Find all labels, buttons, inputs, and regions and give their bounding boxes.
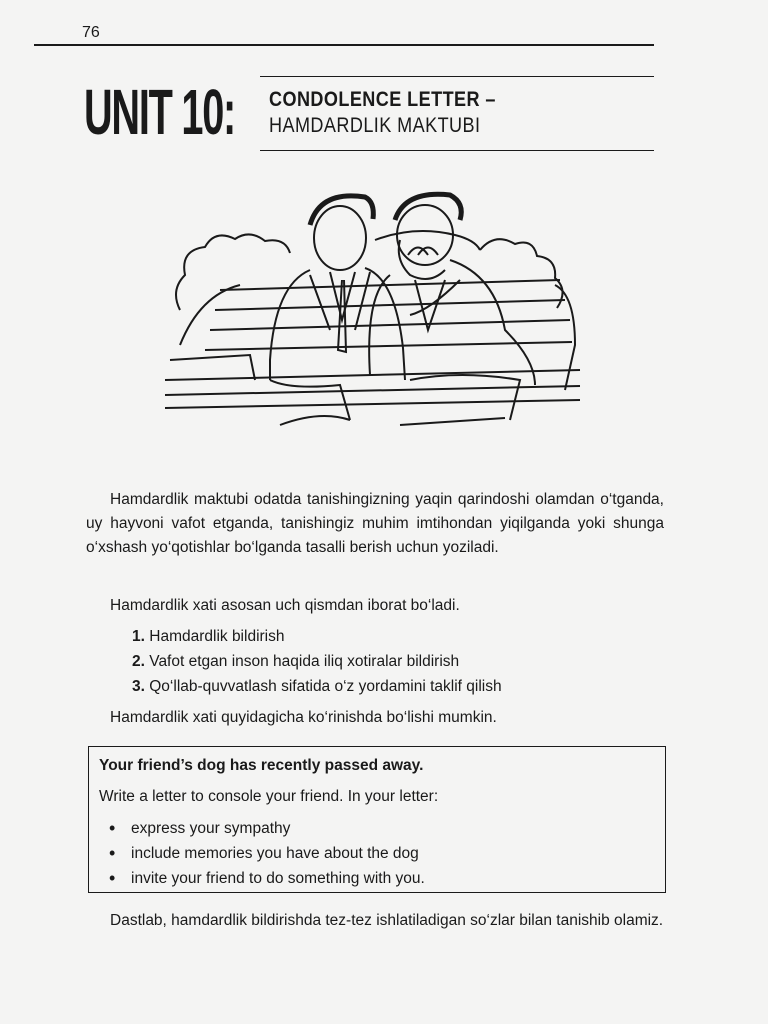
step-text: Vafot etgan inson haqida iliq xotiralar bildirish xyxy=(149,653,460,670)
task-title xyxy=(99,755,655,777)
list-item: • include memories you have about the dog xyxy=(131,841,655,866)
list-item xyxy=(132,649,502,674)
unit-number: UNIT 10: xyxy=(84,76,236,148)
task-title-suffix: . xyxy=(419,757,424,774)
steps-list xyxy=(132,624,502,699)
parts-intro-paragraph: Hamdardlik xati asosan uch qismdan iborat bo‘ladi. xyxy=(110,597,460,614)
unit-heading xyxy=(84,74,654,154)
page-number: 76 xyxy=(82,24,100,41)
outro-text: Dastlab, hamdardlik bildirishda tez-tez ishlatiladigan so‘zlar bilan tanishib olamiz. xyxy=(110,912,664,929)
step-text: Hamdardlik bildirish xyxy=(149,628,285,645)
sample-intro-paragraph: Hamdardlik xati quyidagicha ko‘rinishda bo‘lishi mumkin. xyxy=(110,709,497,726)
task-bullet-list xyxy=(99,816,655,891)
step-number: 3. xyxy=(132,678,145,695)
two-men-on-bench-illustration xyxy=(160,180,590,430)
unit-title-uzbek: HAMDARDLIK MAKTUBI xyxy=(269,114,481,137)
list-item xyxy=(132,624,502,649)
task-title-text: Your friend’s dog has recently passed away xyxy=(99,757,420,774)
title-rule-bottom xyxy=(260,150,654,151)
header-rule xyxy=(34,44,654,46)
step-text: Qo‘llab-quvvatlash sifatida o‘z yordamini taklif qilish xyxy=(149,678,502,695)
task-instruction: Write a letter to console your friend. In your letter: xyxy=(99,788,439,805)
intro-text: Hamdardlik maktubi odatda tanishingizning yaqin qarindoshi olamdan o‘tganda, uy hayvoni vafot etganda, tanishingiz muhim imtihondan yiqilganda yoki shunga o‘xshash yo‘qotishlar bo‘lganda tasalli berish uchun yoziladi. xyxy=(86,491,664,556)
task-box xyxy=(88,746,666,893)
step-number: 1. xyxy=(132,628,145,645)
outro-paragraph xyxy=(86,909,664,933)
list-item: • invite your friend to do something with you. xyxy=(131,866,655,891)
intro-paragraph xyxy=(86,488,664,560)
title-rule-top xyxy=(260,76,654,77)
step-number: 2. xyxy=(132,653,145,670)
list-item: • express your sympathy xyxy=(131,816,655,841)
unit-title-english: CONDOLENCE LETTER – xyxy=(269,88,496,111)
list-item xyxy=(132,674,502,699)
